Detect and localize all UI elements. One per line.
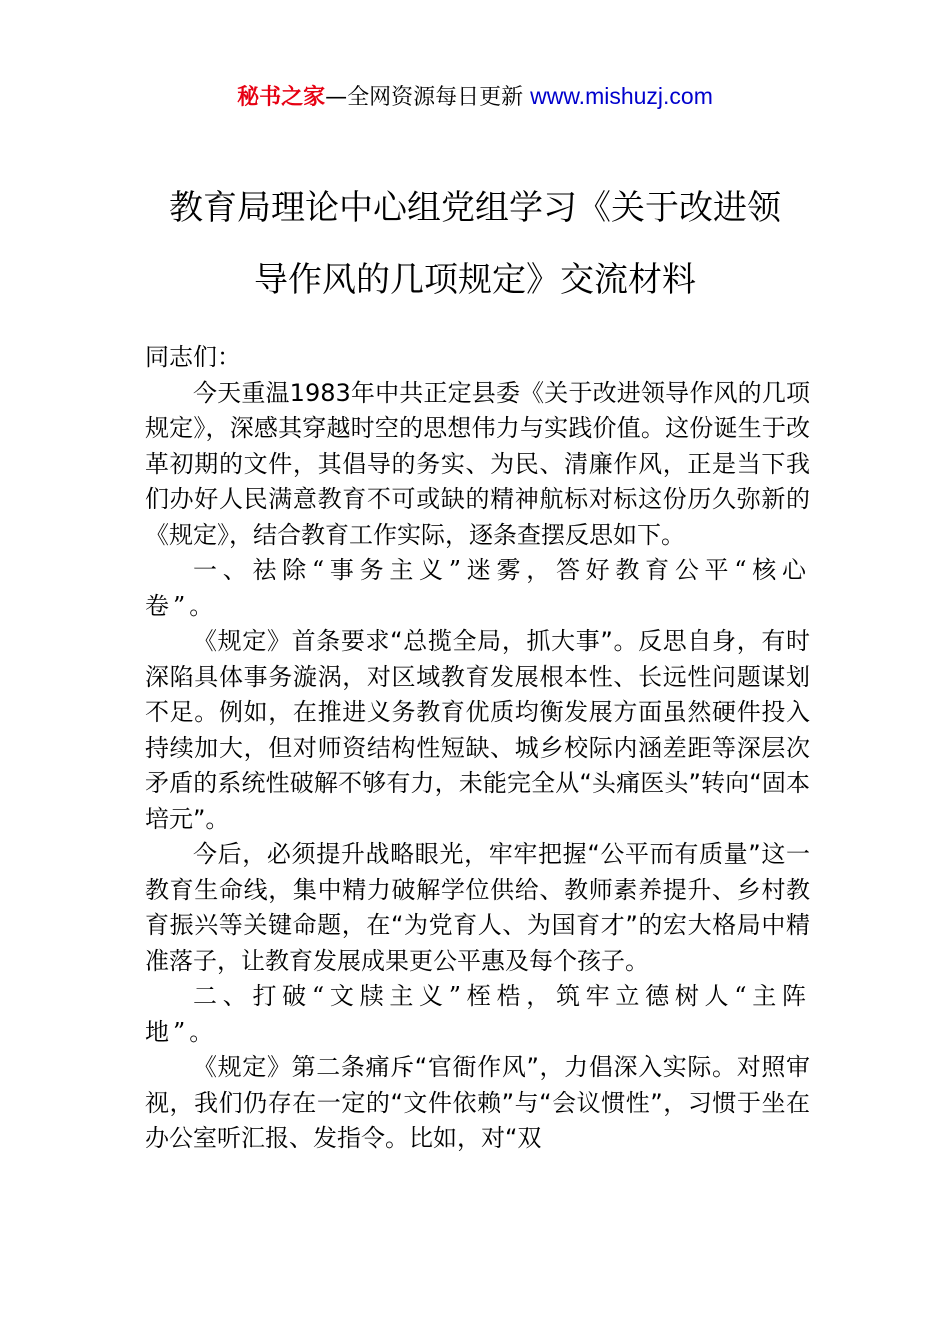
site-header (0, 80, 950, 114)
section-heading-2: 二、打破“文牍主义”桎梏，筑牢立德树人“主阵地”。 (145, 982, 810, 1046)
document-title-line-2: 导作风的几项规定》交流材料 (254, 260, 696, 300)
site-tagline: —全网资源每日更新 (325, 85, 524, 110)
document-body (145, 340, 810, 1157)
paragraph-section-1-plan: 今后，必须提升战略眼光，牢牢把握“公平而有质量”这一教育生命线，集中精力破解学位供给、教师素养提升、乡村教育振兴等关键命题，在“为党育人、为国育才”的宏大格局中精准落子，让教育发展成果更公平惠及每个孩子。 (145, 840, 810, 975)
document-title-line-1: 教育局理论中心组党组学习《关于改进领 (169, 188, 781, 228)
paragraph-section-1-reflection: 《规定》首条要求“总揽全局，抓大事”。反思自身，有时深陷具体事务漩涡，对区域教育发展根本性、长远性问题谋划不足。例如，在推进义务教育优质均衡发展方面虽然硬件投入持续加大，但对师资结构性短缺、城乡校际内涵差距等深层次矛盾的系统性破解不够有力，未能完全从“头痛医头”转向“固本培元”。 (145, 627, 810, 833)
section-heading-1: 一、祛除“事务主义”迷雾，答好教育公平“核心卷”。 (145, 556, 810, 620)
salutation: 同志们： (145, 343, 241, 371)
document-title (120, 172, 830, 316)
site-brand: 秘书之家 (237, 85, 326, 110)
paragraph-section-2-reflection: 《规定》第二条痛斥“官衙作风”，力倡深入实际。对照审视，我们仍存在一定的“文件依赖”与“会议惯性”，习惯于坐在办公室听汇报、发指令。比如，对“双 (145, 1053, 810, 1152)
paragraph-intro: 今天重温1983年中共正定县委《关于改进领导作风的几项规定》，深感其穿越时空的思想伟力与实践价值。这份诞生于改革初期的文件，其倡导的务实、为民、清廉作风，正是当下我们办好人民满意教育不可或缺的精神航标对标这份历久弥新的《规定》，结合教育工作实际，逐条查摆反思如下。 (145, 378, 810, 549)
site-url-link[interactable]: www.mishuzj.com (530, 83, 713, 109)
